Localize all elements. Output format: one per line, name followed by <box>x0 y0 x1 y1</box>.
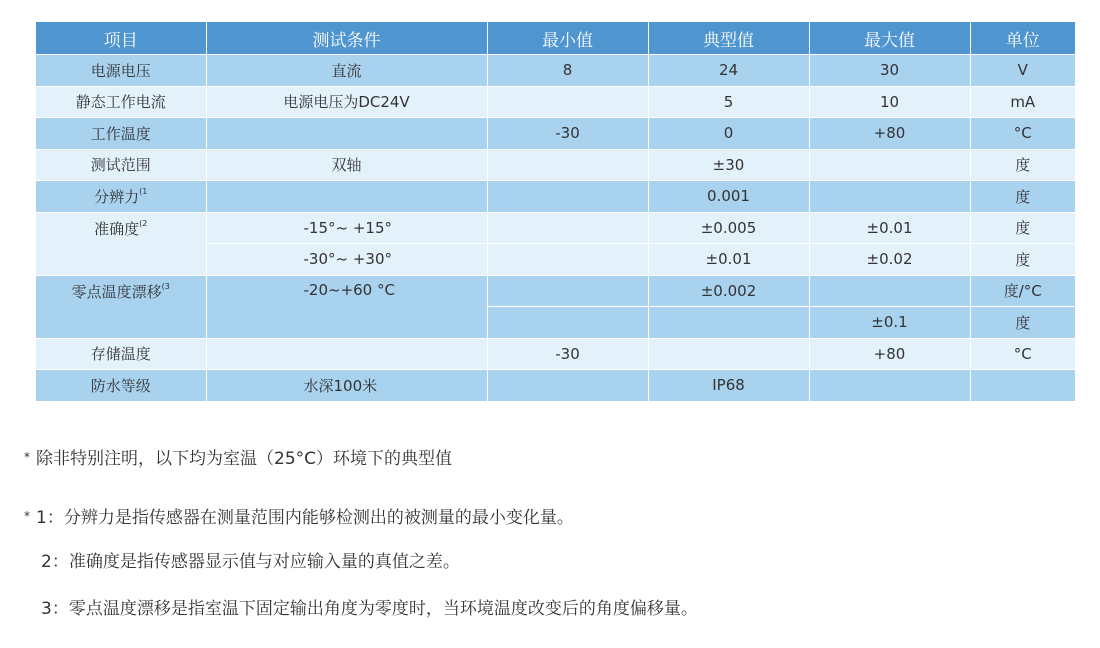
cell-unit: °C <box>970 118 1075 150</box>
cell-unit: 度 <box>970 307 1075 339</box>
cell-condition: 直流 <box>206 55 487 87</box>
cell-min <box>487 212 648 244</box>
cell-item: 电源电压 <box>36 55 206 87</box>
asterisk-mark: * <box>24 450 30 464</box>
footnote-mark: (1 <box>139 186 148 196</box>
cell-condition: 水深100米 <box>206 370 487 401</box>
header-max: 最大值 <box>809 22 970 55</box>
cell-unit: 度 <box>970 212 1075 244</box>
header-item: 项目 <box>36 22 206 55</box>
cell-min <box>487 149 648 181</box>
table-row <box>36 275 1075 307</box>
cell-condition <box>206 338 487 370</box>
cell-max <box>809 275 970 307</box>
table-row <box>36 149 1075 181</box>
cell-typical <box>648 338 809 370</box>
cell-min: 8 <box>487 55 648 87</box>
header-min: 最小值 <box>487 22 648 55</box>
table-row <box>36 212 1075 244</box>
cell-max: +80 <box>809 118 970 150</box>
item-label: 零点温度漂移 <box>71 282 162 301</box>
cell-typical: ±0.002 <box>648 275 809 307</box>
footnote-mark: (3 <box>161 281 170 291</box>
cell-typical: ±0.01 <box>648 244 809 276</box>
footnote-3: 3：零点温度漂移是指室温下固定输出角度为零度时，当环境温度改变后的角度偏移量。 <box>41 599 698 619</box>
cell-min <box>487 244 648 276</box>
cell-min <box>487 181 648 213</box>
cell-min <box>487 275 648 307</box>
general-note <box>24 444 452 469</box>
table-row <box>36 370 1075 401</box>
cell-min <box>487 307 648 339</box>
cell-item: 存储温度 <box>36 338 206 370</box>
table-row <box>36 338 1075 370</box>
table-row <box>36 55 1075 87</box>
cell-unit: °C <box>970 338 1075 370</box>
cell-unit: 度 <box>970 244 1075 276</box>
header-condition: 测试条件 <box>206 22 487 55</box>
cell-unit: mA <box>970 86 1075 118</box>
cell-unit <box>970 370 1075 401</box>
asterisk-mark: * <box>24 509 30 523</box>
cell-condition: -30°~ +30° <box>206 244 487 276</box>
cell-max: ±0.01 <box>809 212 970 244</box>
header-unit: 单位 <box>970 22 1075 55</box>
cell-max <box>809 149 970 181</box>
cell-condition <box>206 118 487 150</box>
header-typical: 典型值 <box>648 22 809 55</box>
general-note-text: 除非特别注明，以下均为室温（25°C）环境下的典型值 <box>36 449 453 469</box>
table-row <box>36 181 1075 213</box>
cell-item <box>36 212 206 275</box>
footnote-1-text: 1：分辨力是指传感器在测量范围内能够检测出的被测量的最小变化量。 <box>36 508 574 528</box>
cell-condition: 双轴 <box>206 149 487 181</box>
cell-typical: ±0.005 <box>648 212 809 244</box>
cell-typical: IP68 <box>648 370 809 401</box>
cell-typical: 24 <box>648 55 809 87</box>
cell-max <box>809 181 970 213</box>
cell-item <box>36 275 206 338</box>
cell-unit: 度 <box>970 149 1075 181</box>
cell-max: ±0.02 <box>809 244 970 276</box>
spec-table <box>36 22 1075 401</box>
cell-typical <box>648 307 809 339</box>
cell-item: 测试范围 <box>36 149 206 181</box>
table-row <box>36 118 1075 150</box>
cell-unit: 度/°C <box>970 275 1075 307</box>
cell-item: 静态工作电流 <box>36 86 206 118</box>
cell-item: 防水等级 <box>36 370 206 401</box>
cell-max: ±0.1 <box>809 307 970 339</box>
table-row <box>36 86 1075 118</box>
cell-typical: 5 <box>648 86 809 118</box>
footnote-mark: (2 <box>139 218 148 228</box>
cell-condition: -15°~ +15° <box>206 212 487 244</box>
cell-typical: ±30 <box>648 149 809 181</box>
cell-unit: 度 <box>970 181 1075 213</box>
cell-condition: 电源电压为DC24V <box>206 86 487 118</box>
cell-unit: V <box>970 55 1075 87</box>
cell-typical: 0 <box>648 118 809 150</box>
cell-typical: 0.001 <box>648 181 809 213</box>
cell-max <box>809 370 970 401</box>
cell-condition <box>206 181 487 213</box>
cell-max: 10 <box>809 86 970 118</box>
cell-min: -30 <box>487 118 648 150</box>
cell-condition: -20~+60 °C <box>206 275 487 338</box>
cell-max: +80 <box>809 338 970 370</box>
footnote-1 <box>24 503 574 528</box>
footnote-2: 2：准确度是指传感器显示值与对应输入量的真值之差。 <box>41 552 460 572</box>
cell-item <box>36 181 206 213</box>
cell-max: 30 <box>809 55 970 87</box>
cell-min: -30 <box>487 338 648 370</box>
table-header-row <box>36 22 1075 55</box>
cell-item: 工作温度 <box>36 118 206 150</box>
cell-min <box>487 86 648 118</box>
item-label: 准确度 <box>94 219 140 238</box>
cell-min <box>487 370 648 401</box>
item-label: 分辨力 <box>94 187 140 206</box>
